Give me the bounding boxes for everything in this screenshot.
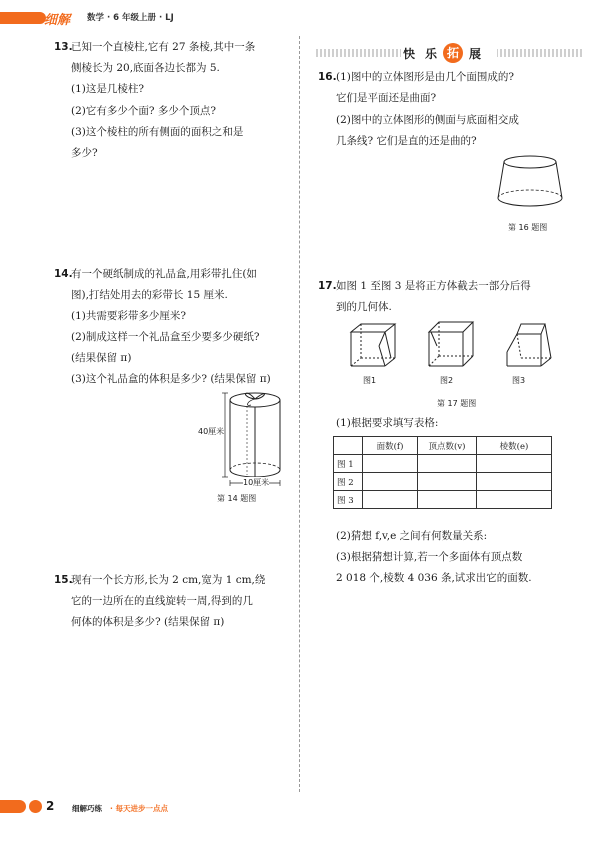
banner-circle-char: 拓 [443,43,463,63]
table-cell[interactable] [477,491,552,509]
frustum-figure [490,152,570,212]
q14-line: (3)这个礼品盒的体积是多少? (结果保留 π) [71,373,271,385]
banner-title-box [401,44,497,62]
q14-line: 有一个硬纸制成的礼品盒,用彩带扎住(如 [71,268,257,280]
q14-line: (1)共需要彩带多少厘米? [71,310,187,322]
table-row-label: 图 1 [334,455,363,473]
table-cell[interactable] [363,473,418,491]
q15-number: 15. [54,574,73,586]
q13-line: (3)这个棱柱的所有侧面的面积之和是 [71,126,244,138]
q17-table [333,436,552,509]
q14-line: (2)制成这样一个礼品盒至少要多少硬纸? [71,331,260,343]
page-number: 2 [46,799,55,813]
section-banner [316,44,582,62]
table-header-cell: 面数(f) [363,437,418,455]
table-header-cell: 棱数(e) [477,437,552,455]
q13-line: 侧棱长为 20,底面各边长都为 5. [71,62,220,74]
footer-bar [0,800,26,813]
table-header-row [334,437,552,455]
cube-cut-figures [345,318,560,373]
q14-line: (结果保留 π) [71,352,132,364]
q16-line: 它们是平面还是曲面? [336,92,437,104]
q15-line: 现有一个长方形,长为 2 cm,宽为 1 cm,绕 [71,574,266,586]
table-cell[interactable] [477,455,552,473]
q13-number: 13. [54,41,73,53]
table-header-cell [334,437,363,455]
header-brand-bar [0,12,46,24]
q13-line: 多少? [71,147,98,159]
brand-logo: 细解 [44,13,71,28]
q13-line: (1)这是几棱柱? [71,83,145,95]
q16-line: 几条线? 它们是直的还是曲的? [336,135,477,147]
banner-char: 乐 [425,47,438,61]
table-header-cell: 顶点数(v) [418,437,477,455]
table-cell[interactable] [363,491,418,509]
footer-slogan: · 每天进步一点点 [110,804,168,813]
q17-line: 如图 1 至图 3 是将正方体截去一部分后得 [336,280,531,292]
gift-box-cylinder-figure [195,385,300,490]
q13-line: 已知一个直棱柱,它有 27 条棱,其中一条 [71,41,256,53]
q17-number: 17. [318,280,337,292]
footer-dot [29,800,42,813]
q15-line: 何体的体积是多少? (结果保留 π) [71,616,225,628]
banner-char: 展 [469,47,482,61]
table-row [334,491,552,509]
table-cell[interactable] [418,455,477,473]
q16-line: (1)图中的立体图形是由几个面围成的? [336,71,515,83]
table-row-label: 图 2 [334,473,363,491]
table-row [334,455,552,473]
table-cell[interactable] [418,491,477,509]
q17-sub3-line: (3)根据猜想计算,若一个多面体有顶点数 [336,551,523,563]
q17-sub2: (2)猜想 f,v,e 之间有何数量关系: [336,530,488,542]
fig3-label: 图3 [512,376,526,385]
table-cell[interactable] [363,455,418,473]
table-row-label: 图 3 [334,491,363,509]
cylinder-height-label: 40厘米 [198,427,225,436]
fig2-label: 图2 [440,376,454,385]
table-row [334,473,552,491]
q17-sub1: (1)根据要求填写表格: [336,417,439,429]
q15-line: 它的一边所在的直线旋转一周,得到的几 [71,595,253,607]
header-info: 数学 · 6 年级上册 · LJ [87,13,174,23]
q16-caption: 第 16 题图 [508,223,548,232]
footer-brand: 细解巧练 [72,804,102,813]
q13-line: (2)它有多少个面? 多少个顶点? [71,105,216,117]
q17-sub3-line: 2 018 个,棱数 4 036 条,试求出它的面数. [336,572,532,584]
banner-char: 快 [403,47,416,61]
q14-caption: 第 14 题图 [217,494,257,503]
table-cell[interactable] [418,473,477,491]
q14-number: 14. [54,268,73,280]
q17-caption: 第 17 题图 [437,399,477,408]
q16-number: 16. [318,71,337,83]
q16-line: (2)图中的立体图形的侧面与底面相交成 [336,114,519,126]
q14-line: 图),打结处用去的彩带长 15 厘米. [71,289,228,301]
cylinder-diameter-label: 10厘米 [243,478,270,487]
q17-line: 到的几何体. [336,301,392,313]
table-cell[interactable] [477,473,552,491]
fig1-label: 图1 [363,376,377,385]
